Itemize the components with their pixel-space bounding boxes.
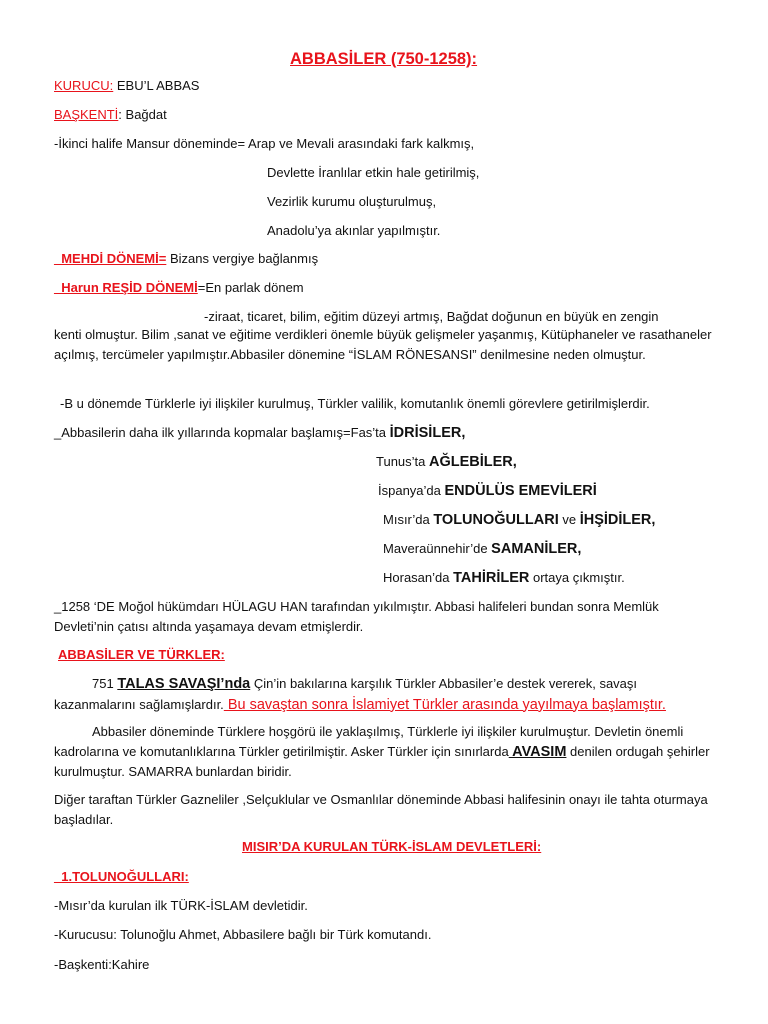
avasim-term: AVASIM [508, 743, 567, 760]
welcome-text-end: denilen ordugah şehirler kurulmuştur. SAMARRA bunlardan biridir. [54, 743, 710, 779]
state-name-second: İHŞİDİLER, [579, 512, 656, 528]
capital-label: BAŞKENTİ [54, 107, 119, 122]
state-location: Tunus’ta [376, 454, 429, 469]
mehdi-label: _MEHDİ DÖNEMİ= [54, 251, 167, 266]
welcome-paragraph [54, 722, 722, 782]
harun-line [54, 280, 304, 296]
founder-label: KURUCU: [54, 78, 114, 93]
state-connector: ve [558, 512, 580, 527]
state-location: İspanya’da [378, 483, 445, 498]
breakaway-lead-text: _Abbasilerin daha ilk yıllarında kopmalar başlamış=Fas’ta [54, 425, 390, 440]
talas-highlight: Bu savaştan sonra İslamiyet Türkler arasında yayılmaya başlamıştır. [223, 696, 666, 713]
mehdi-value: Bizans vergiye bağlanmış [166, 251, 319, 266]
state-name: TOLUNOĞULLARI [433, 512, 559, 528]
harun-label: _Harun REŞİD DÖNEMİ [54, 280, 198, 295]
talas-paragraph [54, 674, 719, 715]
mansur-item: Vezirlik kurumu oluşturulmuş, [267, 194, 437, 209]
tolun-fact: -Başkenti:Kahire [54, 957, 150, 972]
capital-value: : Bağdat [118, 107, 167, 122]
other-states-paragraph: Diğer taraftan Türkler Gazneliler ,Selçuklular ve Osmanlılar döneminde Abbasi halifesinin onayı ile tahta oturmaya başladılar. [54, 792, 708, 827]
state-name: SAMANİLER, [491, 541, 582, 557]
section-heading-egypt: MISIR’DA KURULAN TÜRK-İSLAM DEVLETLERİ: [242, 839, 542, 854]
capital-line [54, 107, 167, 123]
mansur-item: Anadolu’ya akınlar yapılmıştır. [267, 223, 441, 238]
state-line [383, 541, 581, 557]
mansur-item: Devlette İranlılar etkin hale getirilmiş, [267, 165, 480, 180]
state-name: AĞLEBİLER, [429, 454, 517, 470]
state-line [376, 454, 517, 470]
breakaway-lead [54, 425, 465, 441]
idrisiler-name: İDRİSİLER, [389, 425, 466, 441]
state-name: TAHİRİLER [453, 570, 530, 586]
state-line [378, 483, 597, 499]
founder-line [54, 78, 199, 94]
harun-value: =En parlak dönem [197, 280, 304, 295]
talas-year: 751 [92, 676, 118, 691]
state-name: ENDÜLÜS EMEVİLERİ [444, 483, 597, 499]
page-title: ABBASİLER (750-1258): [290, 50, 478, 68]
section-heading-turks: ABBASİLER VE TÜRKLER: [58, 647, 225, 662]
mansur-lead: -İkinci halife Mansur döneminde= Arap ve Mevali arasındaki fark kalkmış, [54, 136, 475, 151]
state-line [383, 512, 655, 528]
talas-text: Çin’in bakılarına karşılık Türkler Abbasiler’e destek vererek, savaşı kazanmalarını sağlamışlardır. [54, 676, 638, 712]
state-suffix: ortaya çıkmıştır. [529, 570, 625, 585]
turks-relation-line: -B u dönemde Türklerle iyi ilişkiler kurulmuş, Türkler valilik, komutanlık önemli görevlere getirilmişlerdir. [60, 396, 650, 411]
tolun-fact: -Kurucusu: Tolunoğlu Ahmet, Abbasilere bağlı bir Türk komutandı. [54, 927, 432, 942]
founder-value: EBU’L ABBAS [113, 78, 200, 93]
talas-battle: TALAS SAVAŞI’nda [117, 676, 251, 692]
state-location: Horasan’da [383, 570, 454, 585]
welcome-text: Abbasiler döneminde Türklere hoşgörü ile yaklaşılmış, Türklerle iyi ilişkiler kurulmuştur. Devletin önemli kadrolarına ve komutanlıklarına Türkler getirilmiştir. Asker Türkler için sınırlarda [54, 724, 684, 759]
tolun-fact: -Mısır’da kurulan ilk TÜRK-İSLAM devletidir. [54, 898, 308, 913]
state-line [383, 570, 625, 586]
state-location: Maveraünnehir’de [383, 541, 492, 556]
state-location: Mısır’da [383, 512, 434, 527]
tolunogullari-heading: _1.TOLUNOĞULLARI: [54, 869, 189, 884]
harun-paragraph: kenti olmuştur. Bilim ,sanat ve eğitime verdikleri önemle büyük gelişmeler yaşanmış, Kütüphaneler ve rasathaneler açılmış, tercümeler yapılmıştır.Abbasiler dönemine “İSLAM RÖNESANSI” denilmesine neden olmuştur. [54, 327, 712, 362]
harun-paragraph-first: -ziraat, ticaret, bilim, eğitim düzeyi artmış, Bağdat doğunun en büyük en zengin [204, 309, 659, 324]
mehdi-line [54, 251, 318, 267]
mongol-paragraph: _1258 ‘DE Moğol hükümdarı HÜLAGU HAN tarafından yıkılmıştır. Abbasi halifeleri bundan sonra Memlük Devleti’nin çatısı altında yaşamaya devam etmişlerdir. [54, 599, 659, 634]
